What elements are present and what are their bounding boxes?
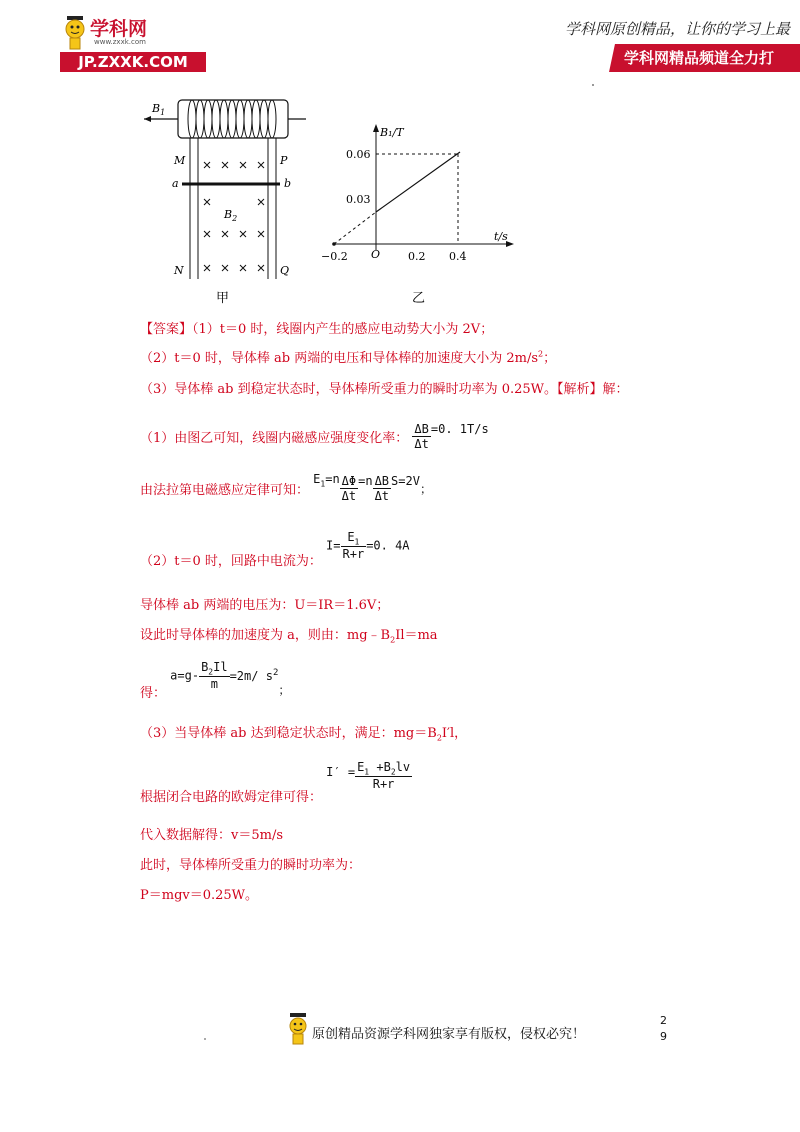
logo[interactable] — [60, 14, 210, 74]
dot-mark-footer — [204, 1038, 206, 1040]
footer-copyright: 原创精品资源学科网独家享有版权，侵权必究！ — [312, 1027, 586, 1042]
xtick-0.4: 0.4 — [449, 250, 467, 263]
fraction-E1-B2lv-Rr: $\frac{E_1 +B_2lv}{R+r}$ — [357, 760, 411, 792]
xtick-0.2: 0.2 — [408, 250, 426, 263]
label-a: a — [172, 177, 179, 190]
answer-line-3: （3）导体棒 ab 到稳定状态时，导体棒所受重力的瞬时功率为 0.25W。【解析】解： — [140, 382, 629, 397]
xtick--0.2: −0.2 — [321, 250, 348, 263]
channel-text: 学科网精品频道全力打 — [624, 49, 775, 67]
solution-step-11: P＝mgv＝0.25W。 — [140, 888, 259, 903]
fraction-dB-dt-2: $\frac{\Delta B}{\Delta t}$ — [374, 474, 390, 503]
label-B1: $B_1$ — [152, 102, 166, 118]
fraction-B2Il-m: $\frac{B_2Il}{m}$ — [201, 660, 228, 692]
solution-step-6: 得： a=g- $\frac{B_2Il}{m}$ =2m/ $s^2$； — [140, 660, 291, 702]
page-number: 2 9 — [660, 1014, 667, 1043]
figure-right-caption: 乙 — [412, 291, 426, 306]
fraction-dB-dt: $\frac{\Delta B}{\Delta t}$ — [414, 422, 429, 451]
solution-step-9: 代入数据解得：v＝5m/s — [140, 828, 283, 843]
logo-url: www.zxxk.com — [94, 38, 146, 46]
solution-step-1: （1）由图乙可知，线圈内磁感应强度变化率： $\frac{\Delta B}{\Delta t}$ =0. 1T/s — [140, 421, 489, 451]
fraction-E1-Rr: $\frac{E_1}{R+r}$ — [342, 530, 365, 562]
solution-step-2: 由法拉第电磁感应定律可知： $E_1=n$ $\frac{\Delta\Phi}{\Delta t}$ =n $\frac{\Delta B}{\Delta t}$ S=2V； — [140, 472, 432, 503]
ytick-0.06: 0.06 — [346, 148, 371, 161]
figure-left-caption: 甲 — [216, 291, 230, 306]
solution-step-5: 设此时导体棒的加速度为 a，则由：$mg﹣B_2Il=ma$ — [140, 628, 438, 645]
solution-step-4: 导体棒 ab 两端的电压为：U＝IR＝1.6V； — [140, 598, 390, 613]
logo-domain: JP.ZXXK.COM — [60, 52, 206, 72]
label-Q: Q — [280, 264, 290, 277]
dot-mark — [592, 84, 594, 86]
graph-ylabel: B₁/T — [380, 126, 404, 139]
answer-line-2: （2）t＝0 时，导体棒 ab 两端的电压和导体棒的加速度大小为 $2m/s^2$； — [140, 349, 557, 366]
solution-step-10: 此时，导体棒所受重力的瞬时功率为： — [140, 858, 362, 873]
label-P: P — [280, 154, 288, 167]
logo-name: 学科网 — [90, 18, 148, 40]
graph-xlabel: t/s — [494, 230, 508, 243]
solution-step-8: 根据闭合电路的欧姆定律可得： I′ = $\frac{E_1 +B_2lv}{R+r}$ — [140, 760, 411, 806]
label-b: b — [284, 177, 292, 190]
mascot-icon — [62, 14, 88, 52]
label-B2: $B_2$ — [224, 208, 238, 224]
ytick-0.03: 0.03 — [346, 193, 371, 206]
xtick-O: O — [371, 248, 381, 261]
answer-line-1: 【答案】（1）t＝0 时，线圈内产生的感应电动势大小为 2V； — [140, 322, 494, 337]
footer-mascot-icon — [286, 1012, 310, 1046]
fraction-dPhi-dt: $\frac{\Delta\Phi}{\Delta t}$ — [341, 474, 357, 503]
solution-step-3: （2）t＝0 时，回路中电流为： I= $\frac{E_1}{R+r}$ =0. 4A — [140, 530, 410, 570]
label-M: M — [174, 154, 186, 167]
label-N: N — [174, 264, 184, 277]
solution-step-7: （3）当导体棒 ab 达到稳定状态时，满足：$mg=B_2I'l$， — [140, 726, 468, 743]
slogan: 学科网原创精品，让你的学习上最 — [565, 20, 791, 38]
